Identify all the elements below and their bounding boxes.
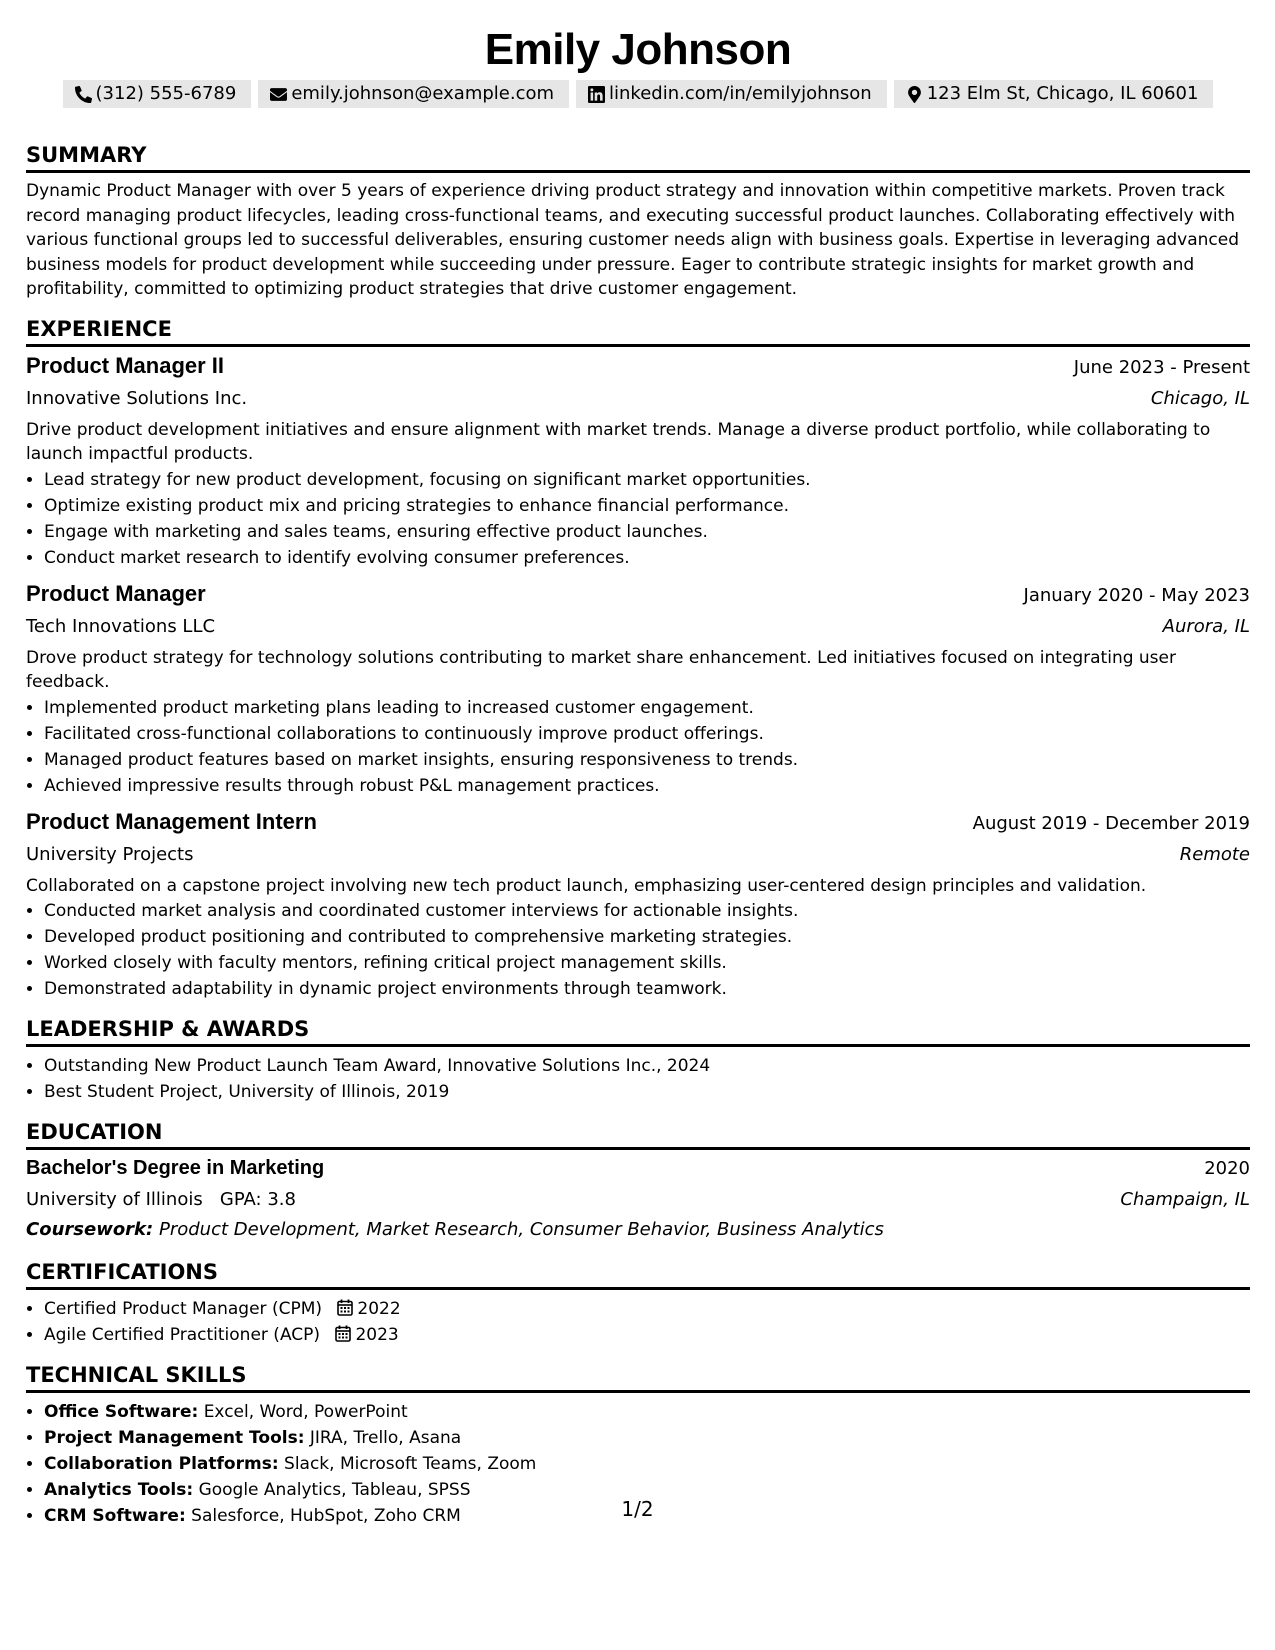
job-title: Product Management Intern — [26, 808, 317, 834]
summary-section — [26, 142, 1250, 302]
job-title: Product Manager — [26, 580, 206, 606]
job-location: Chicago, IL — [1150, 387, 1250, 409]
linkedin-contact[interactable] — [576, 80, 887, 108]
list-item — [44, 1296, 1250, 1322]
job-entry — [26, 578, 1250, 799]
graduation-year: 2020 — [1204, 1158, 1250, 1179]
list-item: • Lead strategy for new product development, focusing on significant market opportunities. — [44, 467, 1250, 493]
education-section — [26, 1119, 1250, 1245]
education-heading: EDUCATION — [26, 1119, 1250, 1150]
email-text: emily.johnson@example.com — [291, 83, 555, 104]
list-item: • Developed product positioning and contributed to comprehensive marketing strategies. — [44, 924, 1250, 950]
list-item — [44, 1322, 1250, 1348]
skill-category: Analytics Tools: — [44, 1480, 194, 1500]
skill-category: CRM Software: — [44, 1506, 186, 1526]
job-location: Aurora, IL — [1162, 615, 1250, 637]
list-item — [44, 1451, 1250, 1477]
list-item: • Achieved impressive results through robust P&L management practices. — [44, 773, 1250, 799]
list-item: • Outstanding New Product Launch Team Award, Innovative Solutions Inc., 2024 — [44, 1053, 1250, 1079]
job-company: University Projects — [26, 843, 194, 865]
certification-year: 2022 — [357, 1299, 401, 1319]
calendar-icon — [335, 1325, 351, 1342]
degree-title: Bachelor's Degree in Marketing — [26, 1157, 325, 1179]
map-pin-icon — [906, 86, 923, 103]
list-item: • Best Student Project, University of Illinois, 2019 — [44, 1079, 1250, 1105]
certifications-heading: CERTIFICATIONS — [26, 1259, 1250, 1290]
list-item: • Implemented product marketing plans leading to increased customer engagement. — [44, 695, 1250, 721]
summary-heading: SUMMARY — [26, 142, 1250, 173]
skill-values: Slack, Microsoft Teams, Zoom — [284, 1454, 537, 1474]
skill-category: Office Software: — [44, 1402, 199, 1422]
list-item: • Conducted market analysis and coordinated customer interviews for actionable insights. — [44, 898, 1250, 924]
job-title: Product Manager II — [26, 352, 225, 378]
certification-year: 2023 — [355, 1325, 399, 1345]
page-number: 1/2 — [621, 1497, 654, 1521]
certification-name: Certified Product Manager (CPM) — [44, 1299, 322, 1319]
coursework — [26, 1215, 1250, 1245]
job-dates: June 2023 - Present — [1073, 356, 1250, 378]
skill-values: Google Analytics, Tableau, SPSS — [198, 1480, 471, 1500]
phone-icon — [75, 86, 92, 103]
list-item — [44, 1399, 1250, 1425]
job-bullets — [26, 467, 1250, 571]
school-location: Champaign, IL — [1120, 1189, 1250, 1210]
job-company: Innovative Solutions Inc. — [26, 387, 248, 409]
leadership-section — [26, 1016, 1250, 1105]
school-name: University of Illinois — [26, 1189, 203, 1210]
email-contact[interactable] — [258, 80, 569, 108]
contact-bar — [26, 80, 1250, 108]
calendar-icon — [337, 1299, 353, 1316]
list-item: • Optimize existing product mix and pricing strategies to enhance financial performance. — [44, 493, 1250, 519]
phone-contact[interactable] — [63, 80, 252, 108]
experience-heading: EXPERIENCE — [26, 316, 1250, 347]
job-company: Tech Innovations LLC — [26, 615, 216, 637]
coursework-list: Product Development, Market Research, Consumer Behavior, Business Analytics — [158, 1219, 884, 1240]
skill-category: Collaboration Platforms: — [44, 1454, 279, 1474]
job-description: Drove product strategy for technology solutions contributing to market share enhancement. Led initiatives focused on integrating user feedback. — [26, 647, 1176, 692]
skills-heading: TECHNICAL SKILLS — [26, 1362, 1250, 1393]
experience-section — [26, 316, 1250, 1003]
job-entry — [26, 806, 1250, 1003]
job-dates: August 2019 - December 2019 — [972, 812, 1250, 834]
summary-text: Dynamic Product Manager with over 5 years of experience driving product strategy and innovation within competitive markets. Proven track record managing product lifecycles, leading cross-functional teams, and executing successful product launches. Collaborating effectively with various functional groups led to successful deliverables, ensuring customer needs align with business goals. Expertise in leveraging advanced business models for product development while succeeding under pressure. Eager to contribute strategic insights for market growth and profitability, committed to optimizing product strategies that drive customer engagement. — [26, 181, 1239, 299]
skill-category: Project Management Tools: — [44, 1428, 305, 1448]
resume-page — [26, 0, 1250, 1529]
certification-name: Agile Certified Practitioner (ACP) — [44, 1325, 321, 1345]
job-entry — [26, 350, 1250, 571]
list-item: • Conduct market research to identify evolving consumer preferences. — [44, 545, 1250, 571]
job-description: Collaborated on a capstone project involving new tech product launch, emphasizing user-centered design principles and validation. — [26, 875, 1147, 896]
award-list — [26, 1053, 1250, 1105]
list-item: • Facilitated cross-functional collaborations to continuously improve product offerings. — [44, 721, 1250, 747]
skill-values: Salesforce, HubSpot, Zoho CRM — [191, 1506, 461, 1526]
list-item: • Demonstrated adaptability in dynamic project environments through teamwork. — [44, 976, 1250, 1002]
address-text: 123 Elm St, Chicago, IL 60601 — [926, 83, 1199, 104]
list-item: • Worked closely with faculty mentors, refining critical project management skills. — [44, 950, 1250, 976]
job-bullets — [26, 695, 1250, 799]
certifications-section — [26, 1259, 1250, 1348]
job-location: Remote — [1179, 843, 1250, 865]
list-item: • Engage with marketing and sales teams, ensuring effective product launches. — [44, 519, 1250, 545]
job-dates: January 2020 - May 2023 — [1023, 584, 1250, 606]
phone-text: (312) 555-6789 — [95, 83, 237, 104]
skill-values: Excel, Word, PowerPoint — [203, 1402, 408, 1422]
linkedin-text: linkedin.com/in/emilyjohnson — [609, 83, 872, 104]
linkedin-icon — [588, 86, 605, 103]
gpa: GPA: 3.8 — [219, 1189, 296, 1210]
leadership-heading: LEADERSHIP & AWARDS — [26, 1016, 1250, 1047]
envelope-icon — [270, 86, 287, 103]
candidate-name: Emily Johnson — [484, 25, 792, 74]
address-contact — [894, 80, 1214, 108]
job-bullets — [26, 898, 1250, 1002]
coursework-label: Coursework: — [26, 1219, 154, 1240]
job-description: Drive product development initiatives and ensure alignment with market trends. Manage a diverse product portfolio, while collaborating to launch impactful products. — [26, 419, 1211, 464]
skill-values: JIRA, Trello, Asana — [309, 1428, 462, 1448]
list-item: • Managed product features based on market insights, ensuring responsiveness to trends. — [44, 747, 1250, 773]
certification-list — [26, 1296, 1250, 1348]
list-item — [44, 1425, 1250, 1451]
